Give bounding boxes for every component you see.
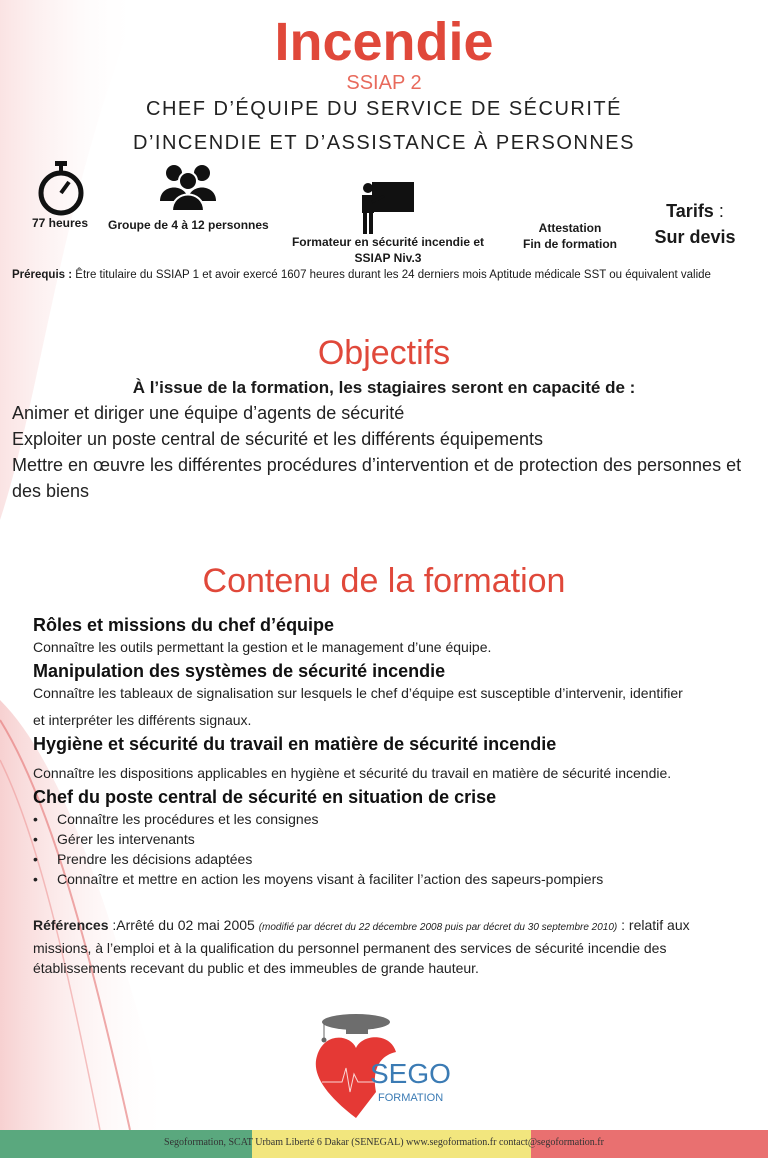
trainer-label bbox=[290, 234, 486, 266]
trainer-line-2: SSIAP Niv.3 bbox=[354, 251, 422, 265]
stopwatch-icon bbox=[36, 160, 86, 216]
references bbox=[33, 915, 733, 978]
price-label: Tarifs bbox=[666, 201, 714, 221]
bullet-item: • Gérer les intervenants bbox=[33, 829, 603, 849]
price-colon: : bbox=[713, 201, 724, 221]
bullet-item: • Prendre les décisions adaptées bbox=[33, 849, 603, 869]
section-heading: Hygiène et sécurité du travail en matière de sécurité incendie bbox=[33, 734, 557, 754]
section-text: Connaître les tableaux de signalisation sur lesquels le chef d’équipe est susceptible d’intervenir, identifier bbox=[33, 685, 683, 701]
logo-tagline: FORMATION bbox=[378, 1092, 444, 1104]
price-block bbox=[640, 198, 750, 250]
references-text-2: : relatif aux missions, à l’emploi et à la qualification du personnel permanent des services de sécurité incendie des établissements recevant du public et des immeubles de grande hauteur. bbox=[33, 917, 690, 976]
section-heading: Manipulation des systèmes de sécurité incendie bbox=[33, 661, 446, 681]
content-title: Contenu de la formation bbox=[202, 562, 566, 600]
footer-contact: Segoformation, SCAT Urbam Liberté 6 Dakar (SENEGAL) www.segoformation.fr contact@segoformation.fr bbox=[164, 1137, 604, 1148]
course-code: SSIAP 2 bbox=[346, 72, 422, 94]
certificate-line-2: Fin de formation bbox=[523, 237, 617, 251]
subtitle-line-1: CHEF D’ÉQUIPE DU SERVICE DE SÉCURITÉ bbox=[146, 98, 622, 120]
section-heading: Rôles et missions du chef d’équipe bbox=[33, 615, 335, 635]
references-label: Références bbox=[33, 917, 109, 933]
duration-label: 77 heures bbox=[32, 216, 89, 230]
prereq-label: Prérequis : bbox=[12, 269, 73, 281]
certificate-line-1: Attestation bbox=[538, 221, 602, 235]
objective-item: Animer et diriger une équipe d’agents de sécurité bbox=[12, 403, 405, 423]
trainer-line-1: Formateur en sécurité incendie et bbox=[291, 235, 485, 249]
teacher-board-icon bbox=[358, 180, 416, 236]
sego-logo bbox=[312, 1012, 462, 1122]
price-value: Sur devis bbox=[654, 227, 736, 247]
objective-item: Mettre en œuvre les différentes procédures d’intervention et de protection des personnes et des biens bbox=[12, 455, 742, 501]
subtitle-line-2: D’INCENDIE ET D’ASSISTANCE À PERSONNES bbox=[133, 132, 635, 154]
section-text: et interpréter les différents signaux. bbox=[33, 712, 252, 728]
page-title: Incendie bbox=[274, 12, 494, 72]
prereq-text: Être titulaire du SSIAP 1 et avoir exercé 1607 heures durant les 24 derniers mois Aptitude médicale SST ou équivalent valide bbox=[72, 269, 711, 281]
logo-name: SEGO bbox=[370, 1058, 451, 1089]
objectives-intro: À l’issue de la formation, les stagiaires seront en capacité de : bbox=[132, 378, 636, 397]
section-text: Connaître les dispositions applicables en hygiène et sécurité du travail en matière de sécurité incendie. bbox=[33, 765, 672, 781]
objective-item: Exploiter un poste central de sécurité et les différents équipements bbox=[12, 429, 543, 449]
group-icon bbox=[160, 163, 216, 211]
section-text: Connaître les outils permettant la gestion et le management d’une équipe. bbox=[33, 639, 492, 655]
objectives-list bbox=[12, 400, 742, 504]
bullet-item: • Connaître les procédures et les consignes bbox=[33, 809, 603, 829]
section-heading: Chef du poste central de sécurité en situation de crise bbox=[33, 787, 497, 807]
references-note: (modifié par décret du 22 décembre 2008 puis par décret du 30 septembre 2010) bbox=[258, 922, 618, 933]
group-label: Groupe de 4 à 12 personnes bbox=[108, 218, 269, 232]
certificate-label bbox=[515, 220, 625, 252]
objectives-title: Objectifs bbox=[317, 334, 451, 372]
bullet-item: • Connaître et mettre en action les moyens visant à faciliter l’action des sapeurs-pompiers bbox=[33, 869, 603, 889]
crisis-bullets bbox=[33, 809, 603, 889]
references-text: :Arrêté du 02 mai 2005 bbox=[108, 917, 259, 933]
prerequisites bbox=[12, 269, 711, 281]
